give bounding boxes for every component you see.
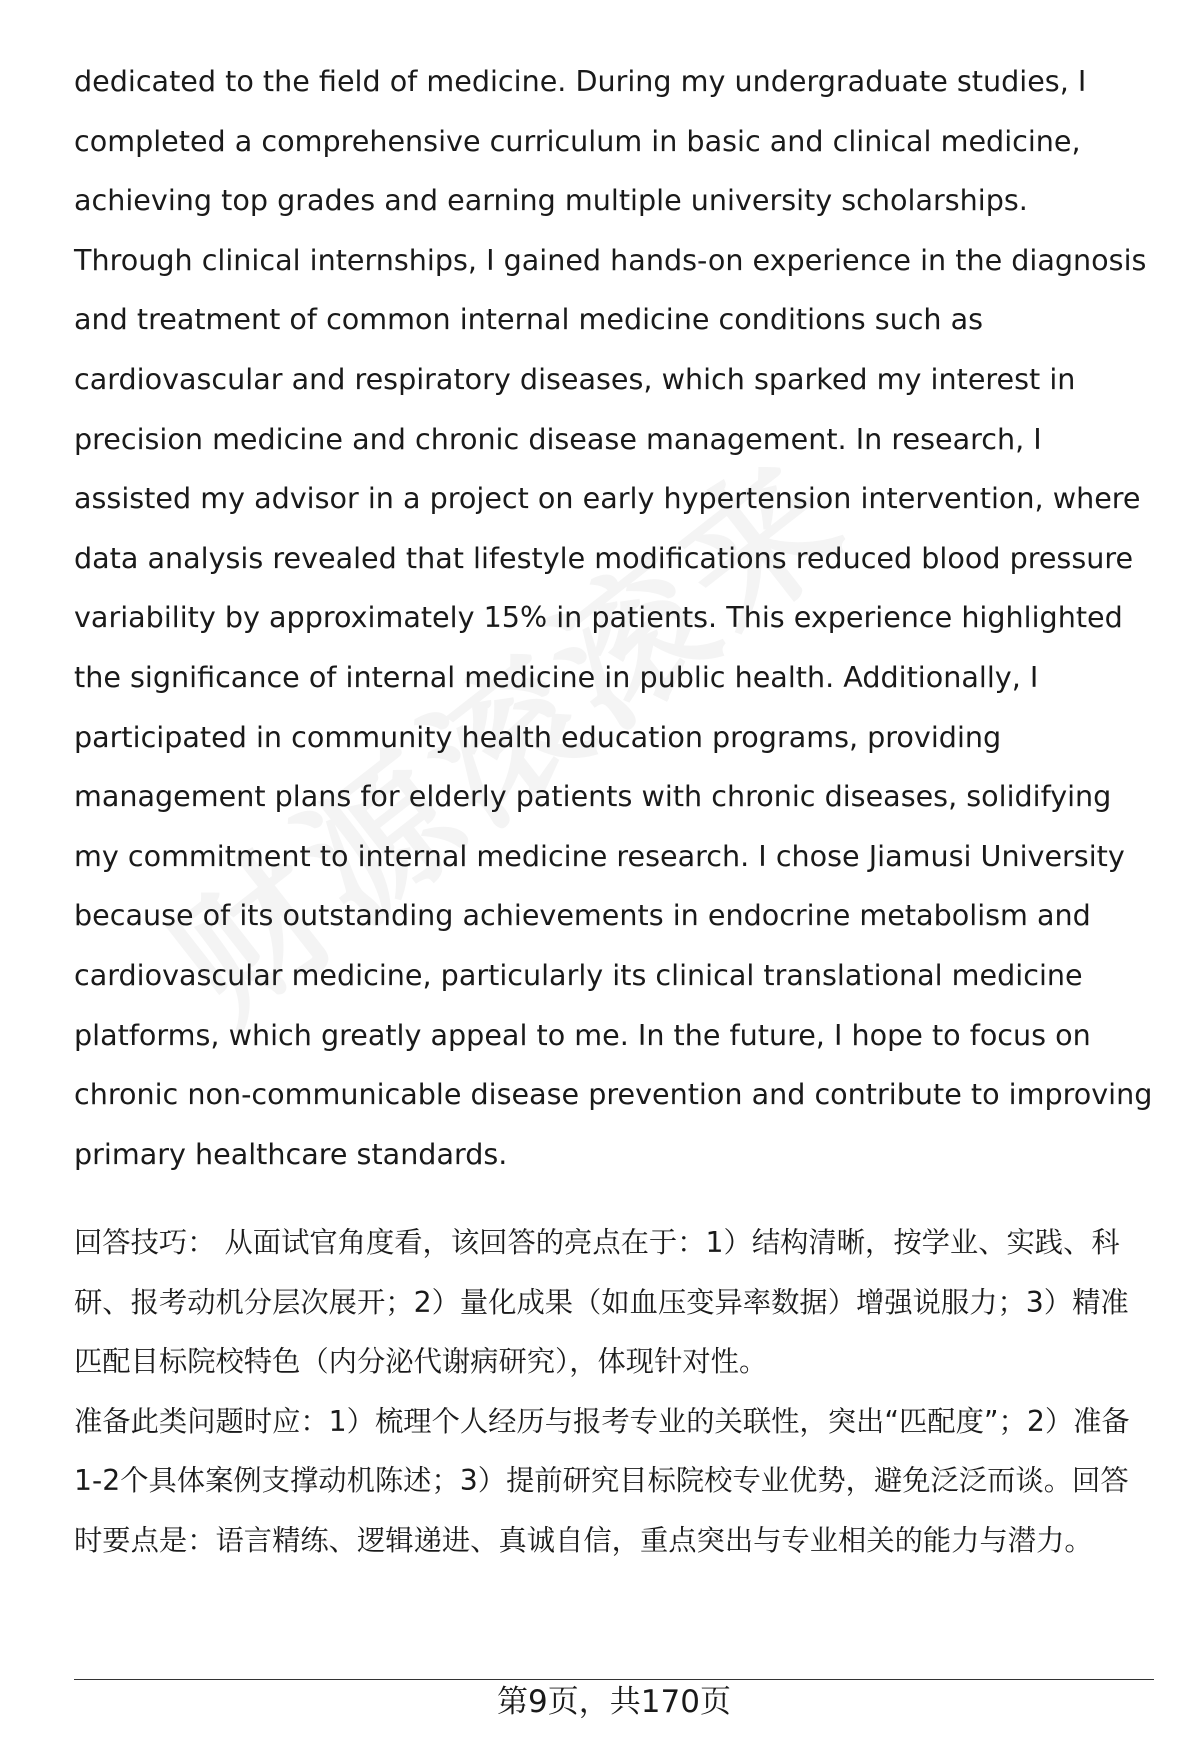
answer-tips-paragraph: 回答技巧： 从面试官角度看，该回答的亮点在于：1）结构清晰，按学业、实践、科研、报考动机分层次展开；2）量化成果（如血压变异率数据）增强说服力；3）精准匹配目标院校特色（内分泌代谢病研究），体现针对性。: [74, 1226, 1129, 1379]
tips-section: [74, 1213, 1154, 1571]
page-number-label: 第9页，共170页: [497, 1684, 731, 1720]
body-paragraph: dedicated to the field of medicine. During my undergraduate studies, I completed a comprehensive curriculum in basic and clinical medicine, achieving top grades and earning multiple university scholarships. Through clinical internships, I gained hands-on experience in the diagnosis and treatment of common internal medicine conditions such as cardiovascular and respiratory diseases, which sparked my interest in precision medicine and chronic disease management. In research, I assisted my advisor in a project on early hypertension intervention, where data analysis revealed that lifestyle modifications reduced blood pressure variability by approximately 15% in patients. This experience highlighted the significance of internal medicine in public health. Additionally, I participated in community health education programs, providing management plans for elderly patients with chronic diseases, solidifying my commitment to internal medicine research. I chose Jiamusi University because of its outstanding achievements in endocrine metabolism and cardiovascular medicine, particularly its clinical translational medicine platforms, which greatly appeal to me. In the future, I hope to focus on chronic non-communicable disease prevention and contribute to improving primary healthcare standards.: [74, 64, 1153, 1171]
preparation-tips-paragraph: 准备此类问题时应：1）梳理个人经历与报考专业的关联性，突出“匹配度”；2）准备1-2个具体案例支撑动机陈述；3）提前研究目标院校专业优势，避免泛泛而谈。回答时要点是：语言精练、逻辑递进、真诚自信，重点突出与专业相关的能力与潜力。: [74, 1404, 1130, 1557]
